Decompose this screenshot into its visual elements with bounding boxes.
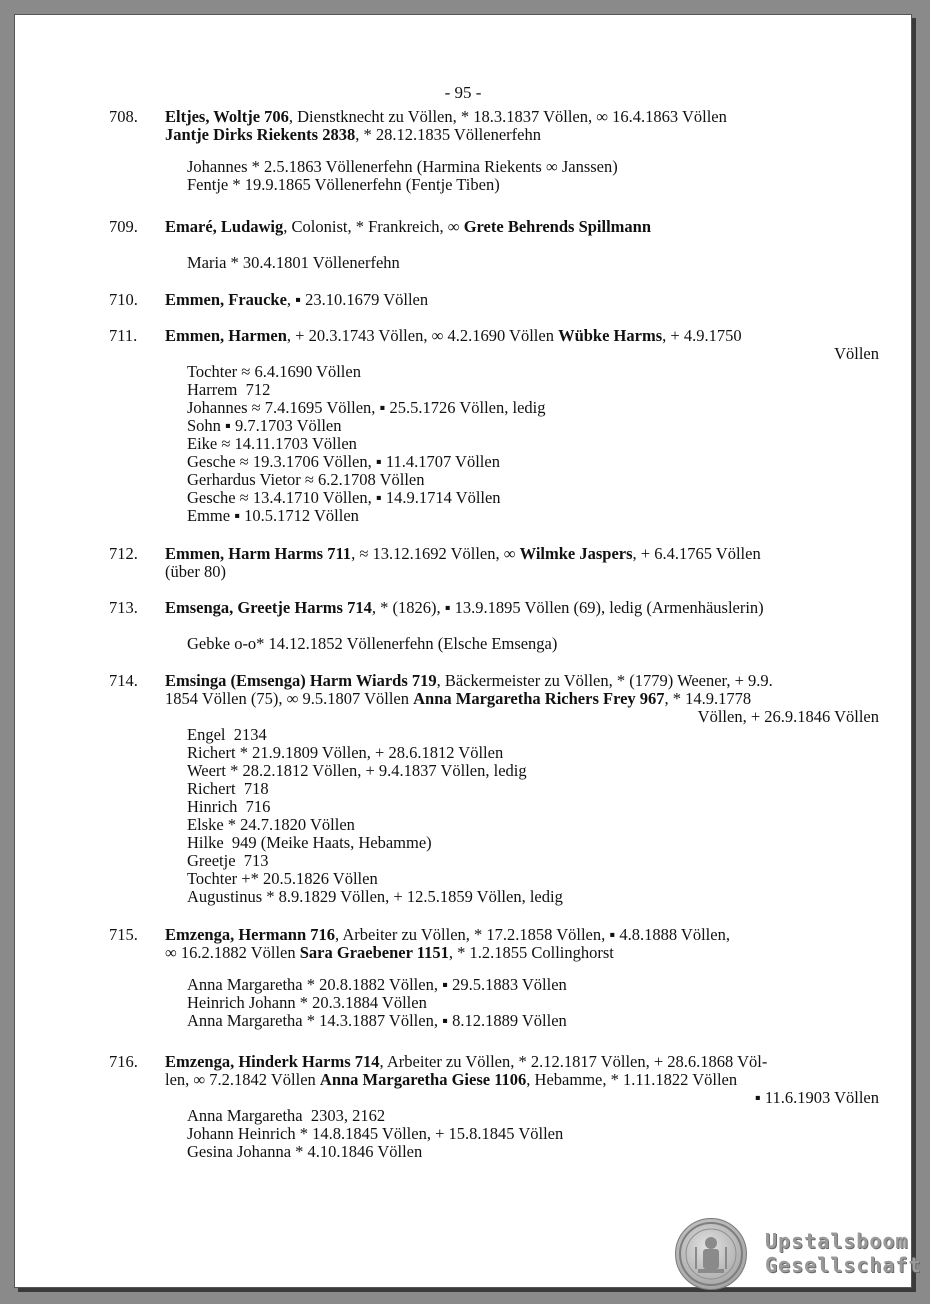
entry-line: Emaré, Ludawig, Colonist, * Frankreich, ∞ Grete Behrends Spillmann (165, 217, 652, 236)
child-item: Hinrich 716 (187, 797, 271, 816)
children-list (187, 635, 879, 653)
entry-number: 708. (109, 107, 138, 126)
page-number: - 95 - (444, 83, 482, 102)
children-list (187, 1107, 879, 1161)
entry-line: Eltjes, Woltje 706, Dienstknecht zu Völlen, * 18.3.1837 Völlen, ∞ 16.4.1863 Völlen (165, 107, 727, 126)
child-item: Johann Heinrich * 14.8.1845 Völlen, + 15.8.1845 Völlen (187, 1124, 564, 1143)
entry-line: len, ∞ 7.2.1842 Völlen Anna Margaretha Giese 1106, Hebamme, * 1.11.1822 Völlen (165, 1070, 738, 1089)
child-item: Harrem 712 (187, 380, 271, 399)
entry-line: Emsinga (Emsenga) Harm Wiards 719, Bäckermeister zu Völlen, * (1779) Weener, + 9.9. (165, 671, 773, 690)
publisher-line-2: Gesellschaft (765, 1253, 922, 1277)
child-item: Gerhardus Vietor ≈ 6.2.1708 Völlen (187, 470, 425, 489)
children-list (187, 976, 879, 1030)
entry-line: Emsenga, Greetje Harms 714, * (1826), ▪ 13.9.1895 Völlen (69), ledig (Armenhäuslerin) (165, 598, 764, 617)
entry-number: 709. (109, 217, 138, 236)
entry-number: 713. (109, 598, 138, 617)
child-item: Tochter +* 20.5.1826 Völlen (187, 869, 378, 888)
entry-line: ∞ 16.2.1882 Völlen Sara Graebener 1151, * 1.2.1855 Collinghorst (165, 943, 614, 962)
entry-line-continued: Völlen, + 26.9.1846 Völlen (697, 707, 879, 726)
child-item: Hilke 949 (Meike Haats, Hebamme) (187, 833, 432, 852)
entry-number: 711. (109, 326, 138, 345)
entry-line: Jantje Dirks Riekents 2838, * 28.12.1835 Völlenerfehn (165, 125, 541, 144)
child-item: Johannes * 2.5.1863 Völlenerfehn (Harmina Riekents ∞ Janssen) (187, 157, 618, 176)
entry-line-continued: Völlen (834, 344, 879, 363)
child-item: Anna Margaretha * 14.3.1887 Völlen, ▪ 8.12.1889 Völlen (187, 1011, 567, 1030)
child-item: Eike ≈ 14.11.1703 Völlen (187, 434, 357, 453)
child-item: Emme ▪ 10.5.1712 Völlen (187, 506, 359, 525)
entry-number: 714. (109, 671, 138, 690)
entry-line-continued: ▪ 11.6.1903 Völlen (754, 1088, 879, 1107)
child-item: Gesche ≈ 13.4.1710 Völlen, ▪ 14.9.1714 Völlen (187, 488, 501, 507)
children-list (187, 726, 879, 906)
publisher-line-1: Upstalsboom (765, 1229, 909, 1253)
child-item: Richert 718 (187, 779, 269, 798)
child-item: Johannes ≈ 7.4.1695 Völlen, ▪ 25.5.1726 Völlen, ledig (187, 398, 546, 417)
child-item: Maria * 30.4.1801 Völlenerfehn (187, 253, 400, 272)
document-page (14, 14, 922, 1288)
seal-logo (675, 1218, 747, 1290)
publisher-name (765, 1229, 922, 1277)
entry-line: Emzenga, Hermann 716, Arbeiter zu Völlen, * 17.2.1858 Völlen, ▪ 4.8.1888 Völlen, (165, 925, 730, 944)
children-list (187, 363, 879, 525)
child-item: Gesche ≈ 19.3.1706 Völlen, ▪ 11.4.1707 Völlen (187, 452, 500, 471)
child-item: Greetje 713 (187, 851, 269, 870)
entry-line: Emmen, Harmen, + 20.3.1743 Völlen, ∞ 4.2.1690 Völlen Wübke Harms, + 4.9.1750 (165, 326, 742, 345)
entry-line: (über 80) (165, 562, 226, 581)
entry-number: 715. (109, 925, 138, 944)
entry-line: Emmen, Harm Harms 711, ≈ 13.12.1692 Völlen, ∞ Wilmke Jaspers, + 6.4.1765 Völlen (165, 544, 761, 563)
entry-line: Emmen, Fraucke, ▪ 23.10.1679 Völlen (165, 290, 429, 309)
child-item: Anna Margaretha 2303, 2162 (187, 1106, 386, 1125)
child-item: Heinrich Johann * 20.3.1884 Völlen (187, 993, 427, 1012)
child-item: Gebke o-o* 14.12.1852 Völlenerfehn (Elsche Emsenga) (187, 634, 558, 653)
entry-number: 710. (109, 290, 138, 309)
child-item: Tochter ≈ 6.4.1690 Völlen (187, 362, 361, 381)
child-item: Richert * 21.9.1809 Völlen, + 28.6.1812 Völlen (187, 743, 504, 762)
child-item: Weert * 28.2.1812 Völlen, + 9.4.1837 Völlen, ledig (187, 761, 527, 780)
child-item: Fentje * 19.9.1865 Völlenerfehn (Fentje Tiben) (187, 175, 500, 194)
child-item: Augustinus * 8.9.1829 Völlen, + 12.5.1859 Völlen, ledig (187, 887, 563, 906)
child-item: Anna Margaretha * 20.8.1882 Völlen, ▪ 29.5.1883 Völlen (187, 975, 567, 994)
entry-number: 716. (109, 1052, 138, 1071)
children-list (187, 158, 879, 194)
child-item: Gesina Johanna * 4.10.1846 Völlen (187, 1142, 423, 1161)
seal-icon (676, 1219, 746, 1289)
entry-line: Emzenga, Hinderk Harms 714, Arbeiter zu Völlen, * 2.12.1817 Völlen, + 28.6.1868 Völ- (165, 1052, 768, 1071)
child-item: Elske * 24.7.1820 Völlen (187, 815, 355, 834)
child-item: Engel 2134 (187, 725, 267, 744)
children-list (187, 254, 879, 272)
child-item: Sohn ▪ 9.7.1703 Völlen (187, 416, 342, 435)
entry-number: 712. (109, 544, 138, 563)
entry-line: 1854 Völlen (75), ∞ 9.5.1807 Völlen Anna Margaretha Richers Frey 967, * 14.9.1778 (165, 689, 752, 708)
